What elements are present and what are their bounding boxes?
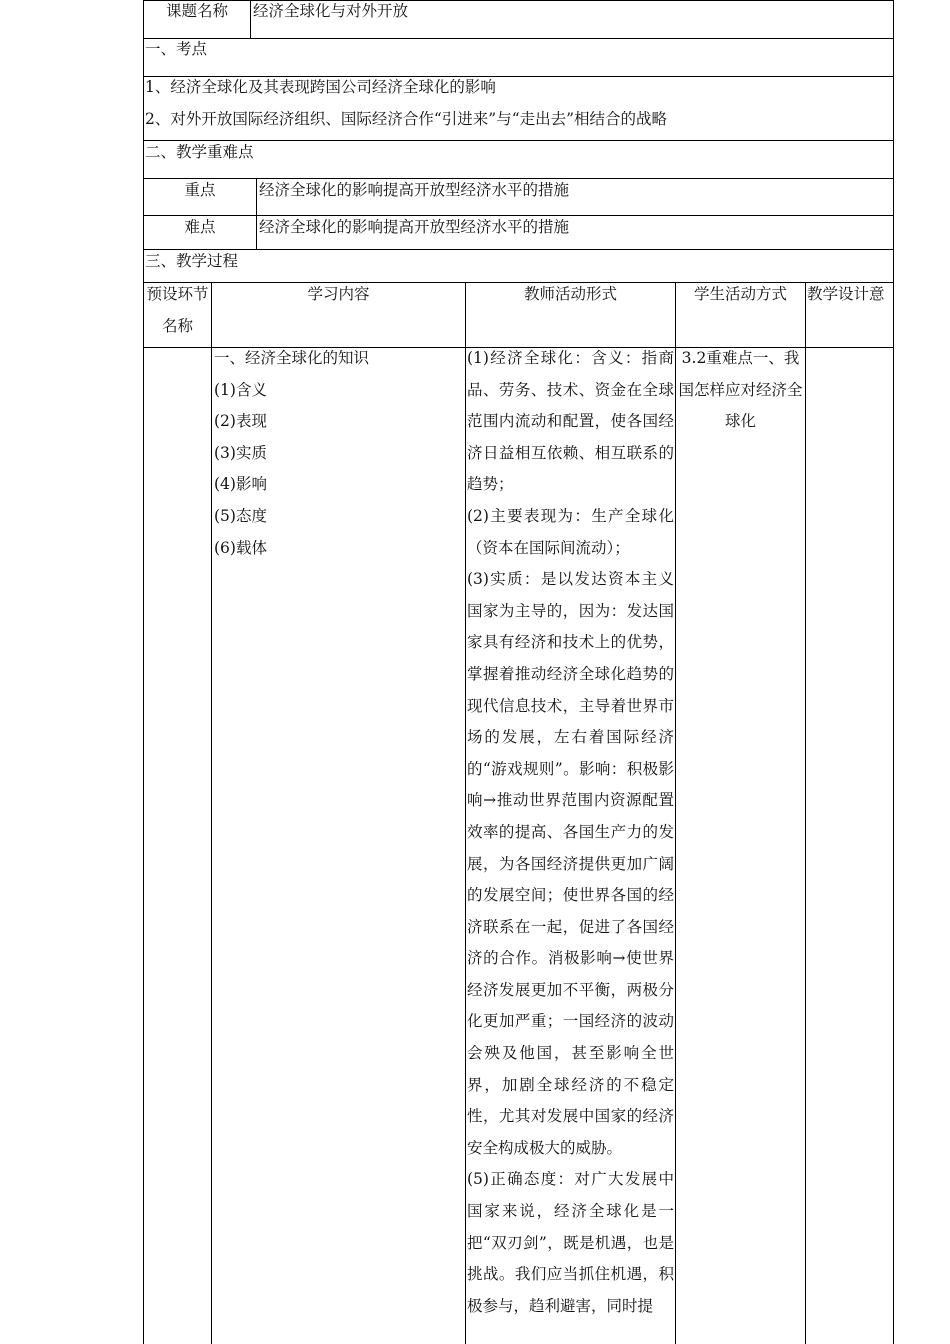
content-line: (6)载体 [214,538,267,557]
content-line: (5)态度 [214,506,267,525]
exam-point-1: 1、经济全球化及其表现跨国公司经济全球化的影响 [145,78,496,96]
section2-heading: 二、教学重难点 [145,143,254,161]
student-activity: 3.2重难点一、我国怎样应对经济全球化 [678,349,803,431]
teacher-paragraph: (2)主要表现为：生产全球化（资本在国际间流动）； [467,506,674,557]
content-line: (1)含义 [214,380,267,399]
exam-point-2: 2、对外开放国际经济组织、国际经济合作“引进来”与“走出去”相结合的战略 [145,110,668,128]
course-title: 经济全球化与对外开放 [253,2,409,20]
rule [675,282,676,1344]
course-label: 课题名称 [165,2,228,20]
content-list [214,343,464,564]
rule-right [893,0,894,1344]
column-header-teacher: 教师活动形式 [523,285,617,303]
content-line: 一、经济全球化的知识 [214,349,370,367]
difficult-point-label: 难点 [184,218,216,236]
content-line: (3)实质 [214,443,267,462]
column-header-stage: 预设环节名称 [146,285,209,335]
content-line: (4)影响 [214,475,267,494]
column-header-design: 教学设计意 [807,285,885,303]
teacher-activity [467,343,674,1344]
teacher-paragraph: (1)经济全球化：含义：指商品、劳务、技术、资金在全球范围内流动和配置，使各国经济日益相互依赖、相互联系的趋势； [467,349,674,494]
difficult-point-text: 经济全球化的影响提高开放型经济水平的措施 [259,218,570,236]
rule [805,282,806,1344]
key-point-text: 经济全球化的影响提高开放型经济水平的措施 [259,181,570,199]
rule [143,140,894,141]
rule [211,282,212,1344]
section1-heading: 一、考点 [145,40,208,58]
rule [465,282,466,1344]
column-header-content: 学习内容 [307,285,370,303]
rule [143,249,894,250]
teacher-paragraph: (5)正确态度：对广大发展中国家来说，经济全球化是一把“双刃剑”，既是机遇，也是挑战。我们应当抓住机遇，积极参与，趋利避害，同时提 [467,1170,674,1315]
column-header-student: 学生活动方式 [693,285,787,303]
key-point-label: 重点 [184,181,216,199]
content-line: (2)表现 [214,412,267,431]
rule [143,38,894,39]
teacher-paragraph: (3)实质：是以发达资本主义国家为主导的，因为：发达国家具有经济和技术上的优势，掌握着推动经济全球化趋势的现代信息技术，主导着世界市场的发展，左右着国际经济的“游戏规则”。影响：积极影响→推动世界范围内资源配置效率的提高、各国生产力的发展，为各国经济提供更加广阔的发展空间；使世界各国的经济联系在一起，促进了各国经济的合作。消极影响→使世界经济发展更加不平衡，两极分化更加严重；一国经济的波动会殃及他国，甚至影响全世界，加剧全球经济的不稳定性，尤其对发展中国家的经济安全构成极大的威胁。 [467,570,674,1157]
section3-heading: 三、教学过程 [145,252,239,270]
rule [250,0,251,38]
rule [256,178,257,249]
